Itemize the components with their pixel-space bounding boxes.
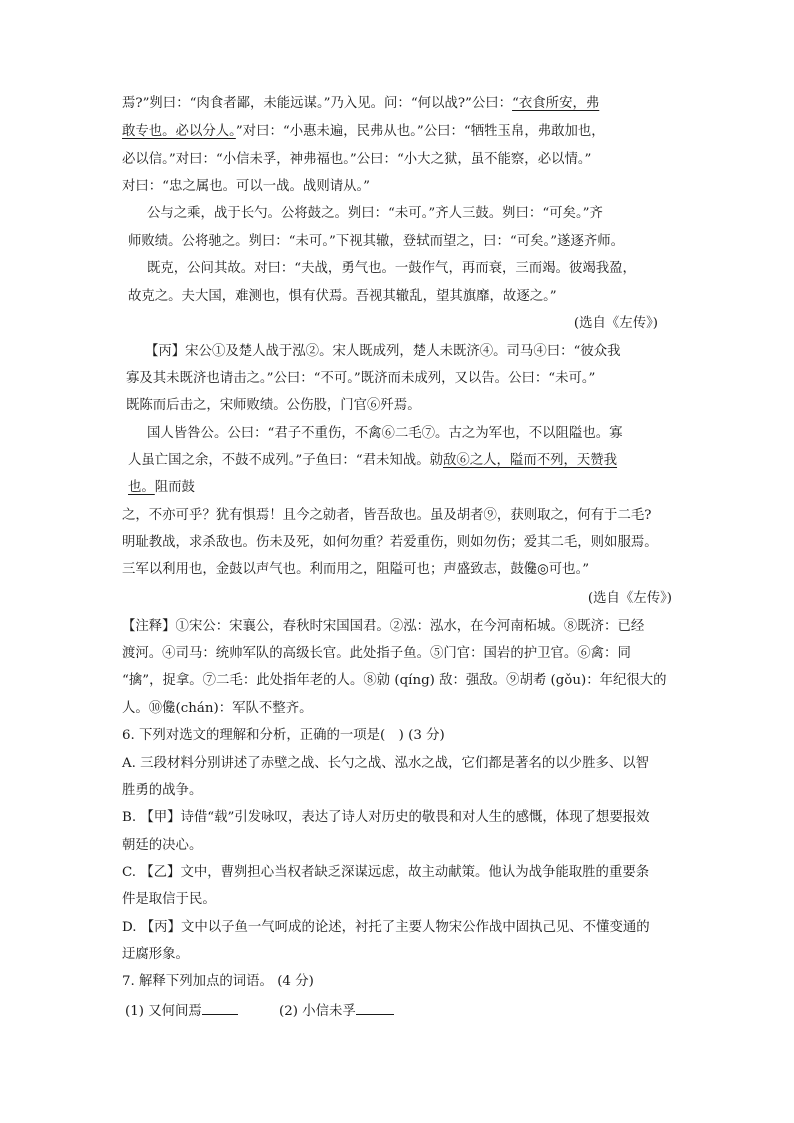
passage-line: 既克，公问其故。对曰：“夫战，勇气也。一鼓作气，再而衰，三而竭。彼竭我盈，	[147, 261, 636, 276]
option-b: B. 【甲】诗借“载”引发咏叹，表达了诗人对历史的敬畏和对人生的感慨，体现了想要报效	[122, 810, 650, 825]
notes-line: 人。⑩儳(chán)：军队不整齐。	[122, 701, 313, 716]
notes-line: 渡河。④司马：统帅军队的高级长官。此处指子鱼。⑤门官：国岩的护卫官。⑥禽：同	[122, 646, 631, 661]
underlined-text: “衣食所安，弗	[512, 96, 600, 111]
passage-line: 三军以利用也，金鼓以声气也。利而用之，阻隘可也；声盛致志，鼓儳◎可也。”	[122, 562, 590, 577]
passage-text: 人虽亡国之余，不鼓不成列。”子鱼曰：“君未知战。勍	[128, 453, 443, 468]
passage-line: 公与之乘，战于长勺。公将鼓之。刿曰：“未可。”齐人三鼓。刿曰：“可矣。”齐	[147, 206, 603, 221]
underlined-text: 敢专也。必以分人。	[122, 124, 236, 139]
option-d: D. 【丙】文中以子鱼一气呵成的论述，衬托了主要人物宋公作战中固执己见、不懂变通的	[122, 920, 650, 935]
passage-line	[128, 451, 617, 471]
passage-line: 明耻教战，求杀敌也。伤未及死，如何勿重？若爱重伤，则如勿伤；爱其二毛，则如服焉。	[122, 535, 658, 550]
passage-text: 阻而鼓	[154, 480, 195, 495]
underlined-text: 也。	[128, 480, 155, 495]
passage-line: 国人皆咎公。公曰：“君子不重伤，不禽⑥二毛⑦。古之为军也，不以阻隘也。寡	[147, 426, 623, 441]
passage-line: 【丙】宋公①及楚人战于泓②。宋人既成列，楚人未既济④。司马④曰：“彼众我	[145, 344, 621, 359]
answer-blank[interactable]	[202, 1000, 238, 1015]
passage-text: 焉?”刿曰：“肉食者鄙，未能远谋。”乃入见。问：“何以战?”公曰：	[122, 96, 513, 111]
fill-item	[125, 1000, 238, 1022]
option-c: C. 【乙】文中，曹刿担心当权者缺乏深谋远虑，故主动献策。他认为战争能取胜的重要条	[122, 865, 650, 880]
source-citation: (选自《左传》)	[587, 591, 672, 606]
underlined-text: 敌⑥之人，隘而不列，天赞我	[442, 453, 618, 468]
passage-line: 必以信。”对曰：“小信未孚，神弗福也。”公曰：“小大之狱，虽不能察，必以情。”	[122, 152, 592, 167]
passage-line: 之，不亦可乎？犹有惧焉！且今之勍者，皆吾敌也。虽及胡者⑨，获则取之，何有于二毛?	[122, 508, 652, 523]
passage-line: 故克之。夫大国，难测也，惧有伏焉。吾视其辙乱，望其旗靡，故逐之。”	[128, 289, 557, 304]
passage-text: ”对曰：“小惠未遍，民弗从也。”公曰：“牺牲玉帛，弗敢加也，	[235, 124, 605, 139]
option-a-cont: 胜勇的战争。	[122, 783, 203, 798]
passage-line: 既陈而后击之，宋师败绩。公伤股，门官⑥歼焉。	[126, 398, 421, 413]
passage-line: 师败绩。公将驰之。刿曰：“未可。”下视其辙，登轼而望之，曰：“可矣。”遂逐齐师。	[128, 234, 625, 249]
option-c-cont: 件是取信于民。	[122, 892, 216, 907]
answer-blank[interactable]	[356, 1000, 394, 1015]
option-d-cont: 迂腐形象。	[122, 947, 189, 962]
notes-line: “擒”，捉拿。⑦二毛：此处指年老的人。⑧勍 (qíng) 敌：强敌。⑨胡耇 (gǒu)：年纪很大的	[122, 673, 667, 688]
passage-line	[122, 94, 599, 114]
passage-line	[128, 478, 195, 498]
fill-item-label: (2) 小信未孚	[279, 1004, 356, 1019]
question-stem: 6. 下列对选文的理解和分析，正确的一项是( ) (3 分)	[122, 728, 445, 743]
notes-line: 【注释】①宋公：宋襄公，春秋时宋国国君。②泓：泓水，在今河南柘城。⑧既济：已经	[122, 619, 645, 634]
fill-item-label: (1) 又何间焉	[125, 1004, 202, 1019]
question-stem: 7. 解释下列加点的词语。 (4 分)	[122, 974, 314, 989]
passage-line: 对曰：“忠之属也。可以一战。战则请从。”	[122, 179, 371, 194]
passage-line: 寡及其未既济也请击之。”公曰：“不可。”既济而未成列，又以告。公曰：“未可。”	[126, 371, 596, 386]
option-a: A. 三段材料分别讲述了赤壁之战、长勺之战、泓水之战，它们都是著名的以少胜多、以智	[122, 756, 650, 771]
option-b-cont: 朝廷的决心。	[122, 838, 203, 853]
fill-item	[279, 1000, 394, 1022]
source-citation: (选自《左传》)	[573, 316, 658, 331]
passage-line	[122, 122, 605, 142]
